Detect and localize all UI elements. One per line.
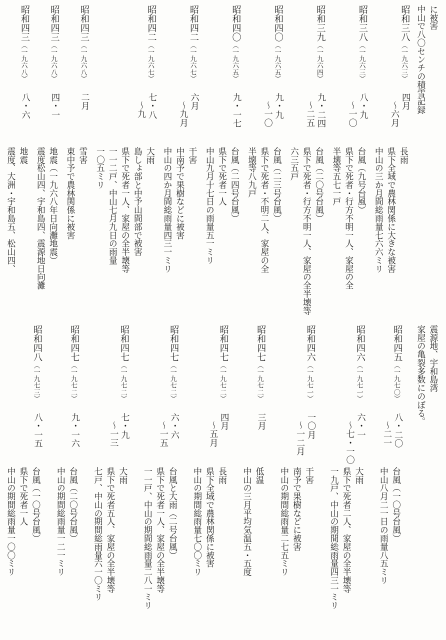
continued-description: [415, 5, 440, 319]
event-date: [230, 93, 241, 143]
date-line: 〜一二月: [294, 421, 305, 456]
era-year: 昭和三八: [399, 5, 410, 42]
disaster-type: 長雨: [217, 467, 228, 484]
western-year: （一九七二）: [256, 361, 265, 403]
date-line: 八・二〇: [392, 413, 403, 448]
western-year: （一九七一）: [355, 361, 364, 403]
description-line: 中南予で果樹などに被害: [175, 147, 186, 240]
disaster-entry: [204, 5, 242, 319]
date-line: 〜一〇: [262, 101, 273, 127]
disaster-entry: [5, 5, 30, 319]
disaster-entry: [94, 5, 157, 319]
date-line: 四・一: [49, 93, 60, 119]
era-year: 昭和四七: [118, 325, 129, 362]
era-year: 昭和四七: [217, 325, 228, 362]
event-description: [92, 467, 130, 639]
era-year: 昭和四六: [354, 325, 365, 362]
description-line: 六三五戸: [289, 147, 300, 181]
description-line: 県下で死者・行方不明一人、家屋の全半壊等: [302, 147, 313, 315]
western-year: （一九七三）: [32, 361, 41, 403]
era-year-header: [18, 5, 30, 87]
event-description: [35, 147, 60, 319]
disaster-type: 台風（二三号台風）: [272, 147, 283, 223]
western-year: （一九六八）: [20, 41, 28, 83]
western-year: （一九六八）: [49, 41, 58, 83]
description-line: 一〇五ミリ: [95, 147, 106, 189]
era-year: 昭和四〇: [272, 5, 283, 42]
event-date: [107, 413, 129, 463]
era-year-header: [391, 325, 403, 407]
date-line: 〜二一: [381, 421, 392, 447]
description-line: 県下で死者一人: [19, 467, 29, 526]
date-line: 一〇月: [305, 413, 316, 439]
date-line: 四月: [218, 413, 229, 431]
western-year: （一九七一）: [305, 361, 314, 403]
event-date: [79, 93, 90, 143]
western-year: （一九七二）: [119, 361, 128, 403]
disaster-entry: [246, 5, 284, 319]
description-line: 県下全域で農林関係に被害: [205, 467, 216, 568]
western-year: （一九七二）: [218, 361, 227, 403]
disaster-type: 地震（一九六八年日向灘地震）: [48, 147, 59, 265]
disaster-type: 大雨: [145, 147, 156, 164]
description-line: 東中予で農林関係に被害: [66, 147, 76, 240]
description-line: 中山の期間総雨量七〇〇ミリ: [192, 467, 203, 577]
description-line: 中山の期間総雨量二七五ミリ: [279, 467, 290, 577]
era-year-header: [78, 5, 90, 87]
era-year: 昭和四三: [48, 5, 59, 42]
era-year-header: [217, 325, 229, 407]
disaster-entry: [278, 325, 316, 639]
era-year-header: [356, 5, 368, 87]
description-line: 震源地、宇和島湾: [428, 325, 439, 393]
event-description: [162, 147, 200, 319]
disaster-type: 台風（一〇号台風）: [31, 467, 42, 543]
event-date: [255, 413, 266, 463]
era-year-header: [398, 5, 410, 87]
event-date: [381, 413, 403, 463]
era-year: 昭和三八: [357, 5, 367, 42]
disaster-entry: [162, 5, 200, 319]
date-line: 八・六: [20, 93, 30, 119]
description-line: 県下で死者・行方不明一人、家屋の全: [344, 147, 355, 290]
upper-table-band: [5, 5, 440, 319]
description-line: 県下で死者五人、家屋の全半壊等: [105, 467, 116, 593]
western-year: （一九七〇）: [392, 361, 401, 403]
date-line: 九・九: [273, 93, 284, 119]
date-line: 三月: [256, 413, 267, 431]
era-year-header: [314, 5, 326, 87]
event-date: [294, 413, 316, 463]
date-line: 〜七・一〇: [344, 421, 355, 464]
era-year: 昭和三九: [314, 5, 325, 42]
date-line: 四月: [400, 93, 411, 111]
date-line: 六月: [189, 93, 199, 111]
era-year-header: [145, 5, 157, 87]
disaster-entry: [5, 325, 43, 639]
era-year-header: [31, 325, 43, 407]
event-date: [19, 93, 30, 143]
western-year: （一九六五）: [273, 41, 282, 83]
disaster-entry: [65, 5, 90, 319]
date-line: 六・六: [169, 413, 180, 439]
description-line: 中山の期間総雨量一〇〇ミリ: [6, 467, 17, 577]
description-line: 一一二戸、中山七月九日の雨量: [108, 147, 119, 265]
date-line: 九・一六: [69, 413, 80, 448]
western-year: （一九六七）: [146, 41, 155, 83]
date-line: 〜一五: [158, 421, 169, 447]
disaster-entry: [331, 5, 369, 319]
description-line: 中山八月二一日の雨量八五ミリ: [379, 467, 390, 585]
description-line: 県下で死者一人、家屋の全半壊等: [120, 147, 131, 273]
description-line: 県下で死者一人: [217, 147, 228, 206]
event-date: [177, 93, 199, 143]
disaster-entry: [191, 325, 229, 639]
date-line: 〜九: [135, 101, 146, 119]
disaster-entry: [378, 325, 403, 639]
description-line: 中山九月十七日の雨量五一ミリ: [205, 147, 216, 265]
western-year: （一九六三）: [400, 41, 409, 83]
description-line: 震度、大洲・宇和島五、松山四、: [6, 147, 17, 273]
date-line: 〜一三: [108, 421, 119, 447]
description-line: 一九戸、中山の期間総雨量四三一ミリ: [329, 467, 340, 610]
description-line: に被害: [429, 5, 439, 31]
era-year: 昭和四七: [255, 325, 266, 362]
era-year: 昭和四七: [168, 325, 179, 362]
event-date: [346, 93, 368, 143]
era-year-header: [167, 325, 179, 407]
description-line: 県下全域で農林関係に大きな被害: [386, 147, 397, 273]
disaster-entry: [55, 325, 80, 639]
date-line: 九・一七: [231, 93, 242, 128]
date-line: 七・九: [119, 413, 130, 439]
era-year-header: [272, 5, 284, 87]
disaster-type: 干害: [304, 467, 315, 484]
date-line: 二月: [79, 93, 90, 111]
era-year: 昭和四三: [19, 5, 29, 42]
disaster-type: 大雨: [118, 467, 129, 484]
event-description: [5, 147, 30, 319]
era-year-header: [354, 325, 366, 407]
event-date: [69, 413, 80, 463]
western-year: （一九七二）: [69, 361, 78, 403]
event-description: [65, 147, 90, 319]
description-line: 一一戸、中山の期間総雨量二八一ミリ: [143, 467, 154, 610]
description-line: 中山の期間総雨量一二一ミリ: [56, 467, 67, 577]
event-description: [288, 147, 326, 319]
era-year: 昭和四六: [304, 325, 315, 362]
event-date: [207, 413, 229, 463]
disaster-type: 干害: [188, 147, 198, 164]
event-date: [32, 413, 43, 463]
date-line: 六・一: [355, 413, 366, 439]
disaster-type: 台風（一〇号台風）: [391, 467, 402, 543]
era-year-header: [48, 5, 60, 87]
disaster-type: 低温: [255, 467, 266, 484]
description-line: 七戸、中山の期間総雨量六一〇ミリ: [93, 467, 104, 602]
disaster-entry: [288, 5, 326, 319]
era-year: 昭和四〇: [230, 5, 241, 42]
era-year: 昭和四三: [78, 5, 89, 42]
disaster-type: 台風（二〇号台風）: [314, 147, 325, 223]
western-year: （一九六四）: [315, 41, 324, 83]
description-line: 中山の三月平均気温五・五度: [242, 467, 253, 577]
disaster-type: 大雨: [354, 467, 365, 484]
event-description: [55, 467, 80, 639]
era-year: 昭和四八: [31, 325, 42, 362]
era-year: 昭和四二: [145, 5, 156, 42]
lower-table-band: [5, 325, 440, 639]
date-line: 〜一〇: [347, 101, 357, 127]
era-year: 昭和四七: [68, 325, 79, 362]
disaster-entry: [328, 325, 366, 639]
description-line: 中山の三か月間総雨量七六六ミリ: [374, 147, 385, 273]
event-description: [241, 467, 266, 639]
disaster-type: 長雨: [399, 147, 410, 164]
disaster-entry: [142, 325, 180, 639]
event-description: [331, 147, 369, 319]
era-year: 昭和四二: [188, 5, 198, 42]
disaster-type: 台風（二〇号台風）: [68, 467, 79, 543]
event-description: [278, 467, 316, 639]
description-line: 南予で果樹などに被害: [292, 467, 303, 551]
description-line: 島しょ部と中予山間部で被害: [133, 147, 144, 257]
disaster-entry: [373, 5, 411, 319]
western-year: （一九七二）: [169, 361, 178, 403]
description-line: 県下で死者一人、家屋の全半壊等: [155, 467, 166, 593]
event-description: [204, 147, 242, 319]
event-description: [5, 467, 43, 639]
event-description: [373, 147, 411, 319]
event-date: [157, 413, 179, 463]
disaster-type: 台風（二四号台風）: [230, 147, 241, 223]
event-date: [388, 93, 410, 143]
event-description: [94, 147, 157, 319]
date-line: 〜二五: [304, 101, 315, 127]
date-line: 八・九: [358, 93, 368, 119]
description-line: 震度松山四、宇和島四、震源地日向灘: [36, 147, 47, 290]
description-line: 県下で死者・不明二人、家屋の全: [260, 147, 270, 273]
description-line: 半壊等五七一戸: [332, 147, 342, 206]
western-year: （一九六八）: [79, 41, 88, 83]
era-year-header: [254, 325, 266, 407]
description-line: 中山で八〇センチの積雪記録: [416, 5, 427, 115]
description-line: 県下で死者二人、家屋の全半壊等: [342, 467, 353, 593]
disaster-entry: [241, 325, 266, 639]
era-year-header: [68, 325, 80, 407]
event-date: [304, 93, 326, 143]
date-line: 八・一五: [32, 413, 43, 448]
event-description: [142, 467, 180, 639]
description-line: 半壊等八九戸: [247, 147, 258, 198]
event-date: [135, 93, 157, 143]
date-line: 〜九月: [178, 101, 188, 127]
date-line: 〜六月: [389, 101, 400, 127]
western-year: （一九六五）: [231, 41, 240, 83]
event-date: [262, 93, 284, 143]
event-description: [328, 467, 366, 639]
event-description: [246, 147, 284, 319]
date-line: 七・八: [146, 93, 157, 119]
disaster-type: 雪害: [78, 147, 89, 164]
era-year: 昭和四五: [391, 325, 402, 362]
description-line: 中山の四か月間総雨量四三一ミリ: [163, 147, 173, 273]
disaster-type: 台風（九号台風）: [357, 147, 367, 215]
disaster-type: 台風と大雨（二号台風）: [168, 467, 179, 560]
date-line: 〜五月: [207, 421, 218, 447]
disaster-entry: [92, 325, 130, 639]
western-year: （一九六三）: [358, 41, 366, 83]
event-date: [49, 93, 60, 143]
continued-description: [415, 325, 440, 639]
event-description: [378, 467, 403, 639]
era-year-header: [117, 325, 129, 407]
era-year-header: [304, 325, 316, 407]
era-year-header: [229, 5, 241, 87]
event-date: [344, 413, 366, 463]
description-line: 家屋の亀裂多数にのぼる。: [416, 325, 427, 426]
date-line: 九・二四: [315, 93, 326, 128]
disaster-type: 地震: [19, 147, 29, 164]
disaster-entry: [35, 5, 60, 319]
event-description: [191, 467, 229, 639]
western-year: （一九六七）: [189, 41, 197, 83]
era-year-header: [187, 5, 199, 87]
